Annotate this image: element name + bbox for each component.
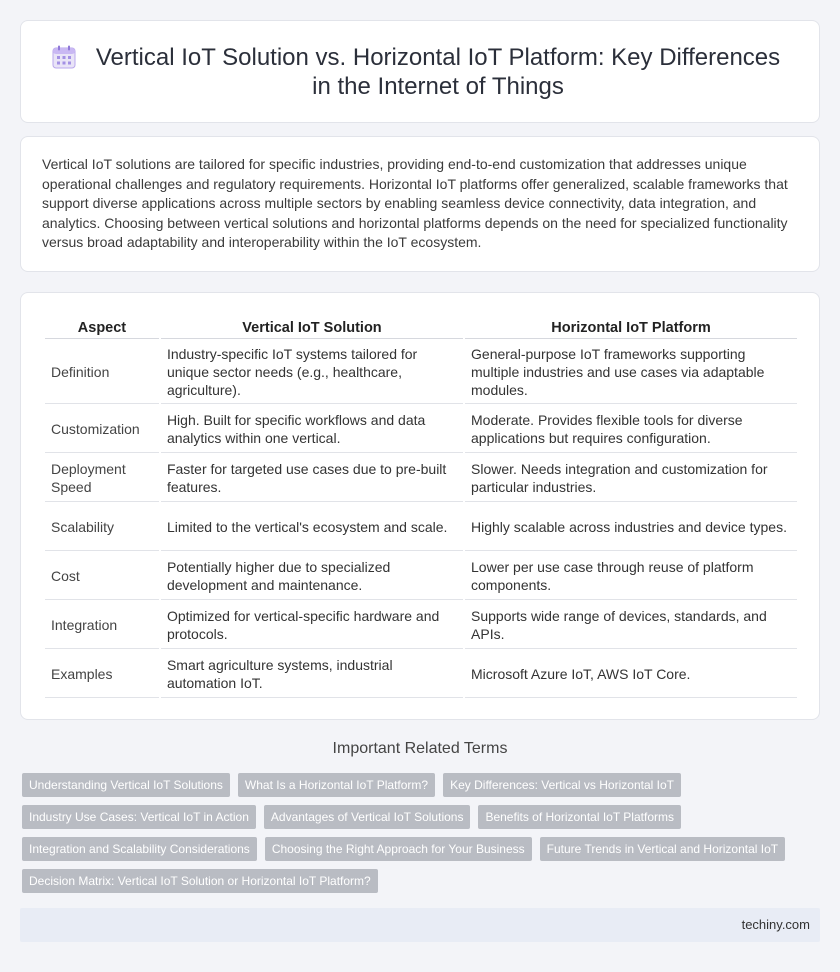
- header-vertical: Vertical IoT Solution: [161, 317, 463, 339]
- row-aspect: Cost: [45, 553, 159, 600]
- table-row: [45, 455, 797, 502]
- related-term-link[interactable]: What Is a Horizontal IoT Platform?: [238, 773, 435, 797]
- intro-text: Vertical IoT solutions are tailored for specific industries, providing end-to-end customization that addresses unique operational challenges and regulatory requirements. Horizontal IoT platforms offer generalized, scalable frameworks that support diverse applications across multiple sectors by enabling seamless device connectivity, data integration, and analytics. Choosing between vertical solutions and horizontal platforms depends on the need for specialized functionality versus broad adaptability and interoperability within the IoT ecosystem.: [42, 156, 788, 251]
- row-horizontal: Highly scalable across industries and device types.: [465, 504, 797, 551]
- row-aspect: Scalability: [45, 504, 159, 551]
- row-vertical: Optimized for vertical-specific hardware and protocols.: [161, 602, 463, 649]
- row-vertical: Industry-specific IoT systems tailored for unique sector needs (e.g., healthcare, agriculture).: [161, 341, 463, 404]
- row-vertical: Potentially higher due to specialized development and maintenance.: [161, 553, 463, 600]
- row-vertical: Limited to the vertical's ecosystem and scale.: [161, 504, 463, 551]
- related-term-link[interactable]: Benefits of Horizontal IoT Platforms: [478, 805, 681, 829]
- related-term-link[interactable]: Understanding Vertical IoT Solutions: [22, 773, 230, 797]
- row-aspect: Deployment Speed: [45, 455, 159, 502]
- related-term-link[interactable]: Decision Matrix: Vertical IoT Solution or Horizontal IoT Platform?: [22, 869, 378, 893]
- footer-site[interactable]: techiny.com: [741, 917, 810, 932]
- table-row: [45, 553, 797, 600]
- table-row: [45, 602, 797, 649]
- title-wrap: [21, 21, 819, 122]
- table-row: [45, 651, 797, 698]
- header-aspect: Aspect: [45, 317, 159, 339]
- related-term-link[interactable]: Choosing the Right Approach for Your Business: [265, 837, 532, 861]
- related-term-link[interactable]: Advantages of Vertical IoT Solutions: [264, 805, 471, 829]
- title-card: [20, 20, 820, 123]
- row-horizontal: Microsoft Azure IoT, AWS IoT Core.: [465, 651, 797, 698]
- row-vertical: Smart agriculture systems, industrial automation IoT.: [161, 651, 463, 698]
- related-terms-heading: Important Related Terms: [332, 740, 508, 757]
- calendar-icon: [51, 44, 77, 70]
- header-horizontal: Horizontal IoT Platform: [465, 317, 797, 339]
- comparison-table: [43, 315, 799, 700]
- table-row: [45, 341, 797, 404]
- row-aspect: Examples: [45, 651, 159, 698]
- table-header-row: [45, 317, 797, 339]
- related-term-link[interactable]: Integration and Scalability Considerations: [22, 837, 257, 861]
- table-row: [45, 504, 797, 551]
- comparison-card: [20, 292, 820, 720]
- related-term-link[interactable]: Future Trends in Vertical and Horizontal IoT: [540, 837, 785, 861]
- related-term-link[interactable]: Key Differences: Vertical vs Horizontal IoT: [443, 773, 681, 797]
- footer: [20, 908, 820, 942]
- table-row: [45, 406, 797, 453]
- row-aspect: Integration: [45, 602, 159, 649]
- intro-card: [20, 136, 820, 272]
- page-title: Vertical IoT Solution vs. Horizontal IoT Platform: Key Differences in the Internet of Things: [95, 43, 781, 100]
- row-vertical: High. Built for specific workflows and data analytics within one vertical.: [161, 406, 463, 453]
- row-horizontal: Lower per use case through reuse of platform components.: [465, 553, 797, 600]
- row-horizontal: Moderate. Provides flexible tools for diverse applications but requires configuration.: [465, 406, 797, 453]
- row-aspect: Definition: [45, 341, 159, 404]
- related-terms-list: [22, 773, 812, 893]
- related-term-link[interactable]: Industry Use Cases: Vertical IoT in Action: [22, 805, 256, 829]
- row-horizontal: Supports wide range of devices, standards, and APIs.: [465, 602, 797, 649]
- row-horizontal: General-purpose IoT frameworks supporting multiple industries and use cases via adaptable modules.: [465, 341, 797, 404]
- row-horizontal: Slower. Needs integration and customization for particular industries.: [465, 455, 797, 502]
- row-aspect: Customization: [45, 406, 159, 453]
- row-vertical: Faster for targeted use cases due to pre-built features.: [161, 455, 463, 502]
